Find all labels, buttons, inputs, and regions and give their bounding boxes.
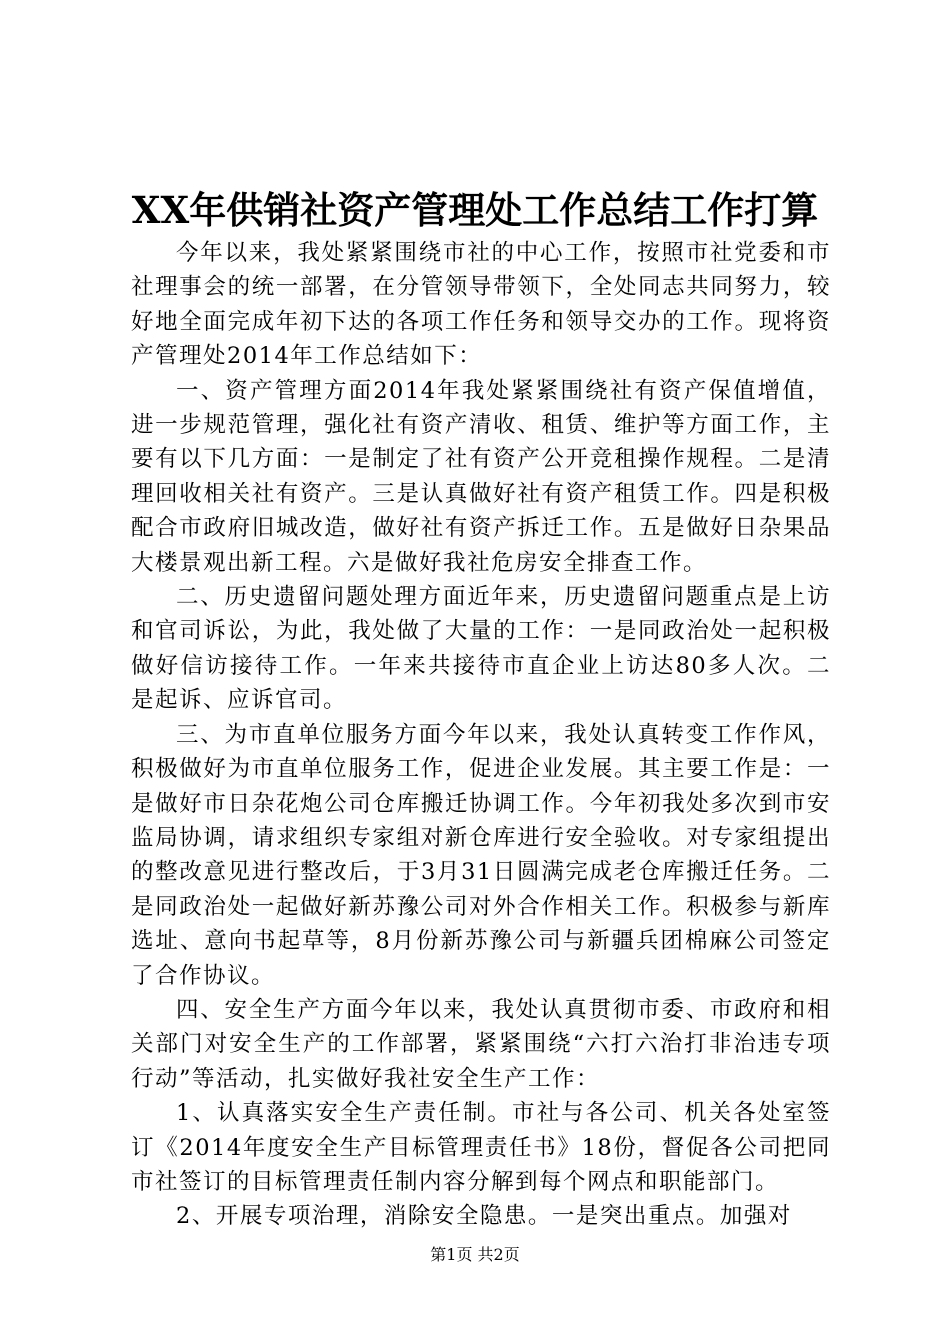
paragraph-intro: 今年以来，我处紧紧围绕市社的中心工作，按照市社党委和市社理事会的统一部署，在分管领导带领下，全处同志共同努力，较好地全面完成年初下达的各项工作任务和领导交办的工作。现将资产管理处2014年工作总结如下： [131, 240, 831, 370]
paragraph-safety-item-2: 2、开展专项治理，消除安全隐患。一是突出重点。加强对 [176, 1203, 792, 1230]
paragraph-historical-issues: 二、历史遗留问题处理方面近年来，历史遗留问题重点是上访和官司诉讼，为此，我处做了大量的工作：一是同政治处一起积极做好信访接待工作。一年来共接待市直企业上访达80多人次。二是起诉、应诉官司。 [131, 584, 831, 714]
paragraph-service: 三、为市直单位服务方面今年以来，我处认真转变工作作风，积极做好为市直单位服务工作，促进企业发展。其主要工作是：一是做好市日杂花炮公司仓库搬迁协调工作。今年初我处多次到市安监局协调，请求组织专家组对新仓库进行安全验收。对专家组提出的整改意见进行整改后，于3月31日圆满完成老仓库搬迁任务。二是同政治处一起做好新苏豫公司对外合作相关工作。积极参与新库选址、意向书起草等，8月份新苏豫公司与新疆兵团棉麻公司签定了合作协议。 [131, 721, 831, 989]
paragraph-safety: 四、安全生产方面今年以来，我处认真贯彻市委、市政府和相关部门对安全生产的工作部署，紧紧围绕“六打六治打非治违专项行动”等活动，扎实做好我社安全生产工作： [131, 996, 831, 1092]
paragraph-safety-item-1: 1、认真落实安全生产责任制。市社与各公司、机关各处室签订《2014年度安全生产目标管理责任书》18份，督促各公司把同市社签订的目标管理责任制内容分解到每个网点和职能部门。 [131, 1100, 831, 1195]
document-body [131, 236, 831, 1234]
page-footer: 第1页 共2页 [430, 1245, 520, 1264]
document-title: XX年供销社资产管理处工作总结工作打算 [131, 188, 819, 232]
paragraph-asset-management: 一、资产管理方面2014年我处紧紧围绕社有资产保值增值，进一步规范管理，强化社有资产清收、租赁、维护等方面工作，主要有以下几方面：一是制定了社有资产公开竞租操作规程。二是清理回收相关社有资产。三是认真做好社有资产租赁工作。四是积极配合市政府旧城改造，做好社有资产拆迁工作。五是做好日杂果品大楼景观出新工程。六是做好我社危房安全排查工作。 [131, 377, 831, 576]
